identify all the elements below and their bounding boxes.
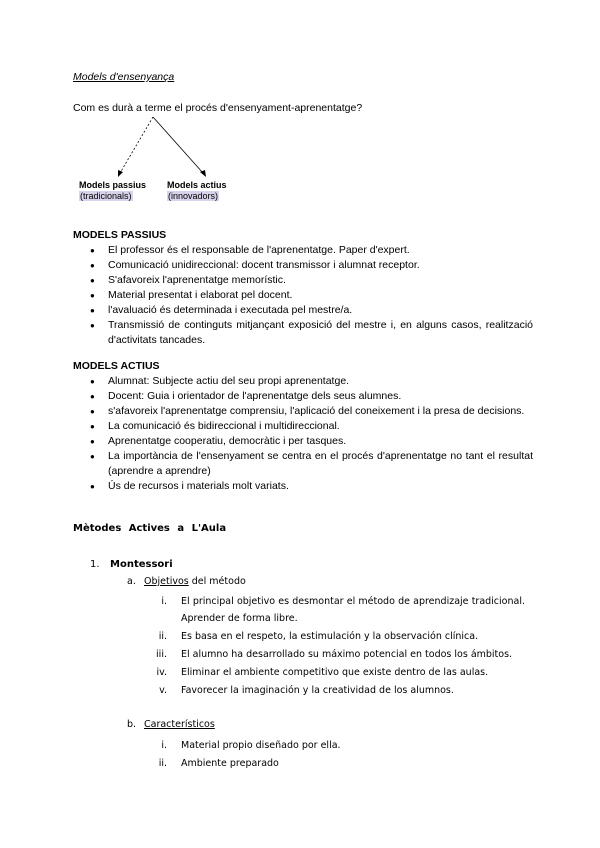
section-models-actius [73,360,533,494]
roman-numeral: ii. [158,631,167,642]
list-item: ● Comunicació unidireccional: docent transmissor i alumnat receptor. [73,258,533,273]
montessori-heading [90,559,173,570]
list-passius [73,243,533,348]
list-item [145,664,525,681]
list-objetivos [145,593,525,700]
list-item [145,737,525,754]
list-item [145,593,525,627]
roman-numeral: v. [159,685,167,696]
subheading-label: Objetivos [144,576,189,587]
list-item: ● Alumnat: Subjecte actiu del seu propi aprenentatge. [73,374,533,389]
list-item-text: El principal objetivo es desmontar el método de aprendizaje tradicional. Aprender de forma libre. [181,596,525,624]
list-item-text: Favorecer la imaginación y la creatividad de los alumnos. [181,685,454,696]
list-item: ● S'afavoreix l'aprenentatge memorístic. [73,273,533,288]
montessori-number: 1. [90,559,100,570]
roman-numeral: ii. [158,758,167,769]
list-item-text: Es basa en el respeto, la estimulación y la observación clínica. [181,631,479,642]
subheading-letter: b. [127,719,137,730]
model-active-sub: (innovadors) [168,191,219,201]
model-active-name: Models actius [167,180,227,190]
model-passive-sub: (tradicionals) [80,191,132,201]
list-item: ● s'afavoreix l'aprenentatge comprensiu, l'aplicació del coneixement i la presa de decisions. [73,404,533,419]
list-item-text: Eliminar el ambiente competitivo que existe dentro de las aulas. [181,667,489,678]
arrow-left-head [118,170,123,177]
roman-numeral: iv. [156,667,167,678]
model-active [167,180,227,202]
list-item: ● La importància de l'ensenyament se centra en el procés d'aprenentatge no tant el resultat (aprendre a aprendre) [73,449,533,479]
list-item: ● Transmissió de continguts mitjançant exposició del mestre i, en alguns casos, realització d'activitats tancades. [73,318,533,348]
list-item-text: El alumno ha desarrollado su máximo potencial en todos los ámbitos. [181,649,513,660]
roman-numeral: i. [161,596,167,607]
roman-numeral: iii. [156,649,167,660]
list-item: ● Docent: Guia i orientador de l'aprenentatge dels seus alumnes. [73,389,533,404]
arrow-left-line [120,117,153,173]
section-heading-metodes: Mètodes Actives a L'Aula [73,523,227,534]
list-item: ● Aprenentatge cooperatiu, democràtic i per tasques. [73,434,533,449]
list-item: ● El professor és el responsable de l'aprenentatge. Paper d'expert. [73,243,533,258]
page-title: Models d'ensenyança [73,71,175,83]
list-item [145,682,525,699]
list-item: ● La comunicació és bidireccional i multidireccional. [73,419,533,434]
subheading-rest: del método [188,576,246,587]
list-item-text: Ambiente preparado [181,758,279,769]
list-item: ● l'avaluació és determinada i executada pel mestre/a. [73,303,533,318]
list-item: ● Material presentat i elaborat pel docent. [73,288,533,303]
model-passive-name: Models passius [79,180,147,190]
model-passive [79,180,146,202]
roman-numeral: i. [161,740,167,751]
subheading-label: Característicos [144,719,215,730]
list-item [145,628,525,645]
list-caracteristicos [145,737,525,773]
section-heading-passius: MODELS PASSIUS [73,229,167,241]
branch-arrows-diagram [105,113,215,179]
list-item-text: Material propio diseñado por ella. [181,740,341,751]
arrow-right-line [153,117,203,173]
subheading-objetivos [127,576,246,587]
subheading-caracteristicos [127,719,215,730]
list-item [145,646,525,663]
montessori-name: Montessori [110,559,173,570]
section-models-passius [73,229,533,348]
question-text: Com es durà a terme el procés d'ensenyament-aprenentatge? [73,102,363,114]
list-item: ● Ús de recursos i materials molt variats. [73,479,533,494]
list-actius [73,374,533,494]
subheading-letter: a. [127,576,136,587]
section-heading-actius: MODELS ACTIUS [73,360,160,372]
list-item [145,755,525,772]
